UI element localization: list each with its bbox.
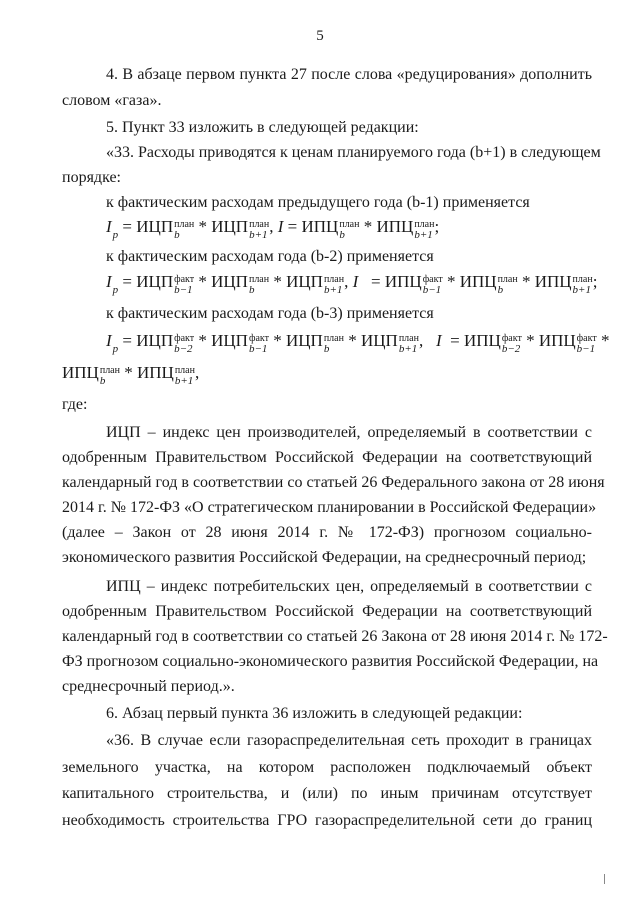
paragraph-33-line-2: порядке: — [62, 169, 121, 186]
ipc-def-line-5: среднесрочный период.». — [62, 678, 235, 695]
icp-def-line-5: (далее – Закон от 28 июня 2014 г. № 172-ФЗ) прогнозом социально- — [62, 524, 592, 541]
paragraph-33-line-1: «33. Расходы приводятся к ценам планируемого года (b+1) в следующем — [106, 144, 601, 161]
scan-mark — [604, 874, 608, 884]
icp-def-line-2: одобренным Правительством Российской Федерации на соответствующий — [62, 449, 592, 466]
ipc-def-line-4: ФЗ прогнозом социально-экономического развития Российской Федерации, на — [62, 653, 599, 670]
case-1-label: к фактическим расходам предыдущего года (b-1) применяется — [106, 194, 530, 211]
paragraph-36-line-3: капитального строительства, и (или) по иным причинам отсутствует — [62, 785, 592, 802]
formula-3-line-2: ИПЦ план b * ИПЦ план b+1 , — [62, 363, 200, 387]
where-label: где: — [62, 396, 88, 413]
case-2-label: к фактическим расходам года (b-2) применяется — [106, 248, 434, 265]
paragraph-36-line-2: земельного участка, на котором расположен подключаемый объект — [62, 759, 592, 776]
paragraph-5: 5. Пункт 33 изложить в следующей редакции: — [106, 119, 419, 136]
ipc-def-line-1: ИПЦ – индекс потребительских цен, определяемый в соответствии с — [106, 578, 592, 595]
paragraph-36-line-4: необходимость строительства ГРО газораспределительной сети до границ — [62, 812, 592, 829]
icp-def-line-3: календарный год в соответствии со статьей 26 Федерального закона от 28 июня — [62, 474, 605, 491]
paragraph-4-line-1: 4. В абзаце первом пункта 27 после слова «редуцирования» дополнить — [106, 66, 592, 83]
icp-def-line-4: 2014 г. № 172-ФЗ «О стратегическом планировании в Российской Федерации» — [62, 499, 597, 516]
paragraph-36-line-1: «36. В случае если газораспределительная сеть проходит в границах — [106, 732, 592, 749]
paragraph-4-line-2: словом «газа». — [62, 92, 162, 109]
ipc-def-line-3: календарный год в соответствии со статьей 26 Закона от 28 июня 2014 г. № 172- — [62, 628, 608, 645]
formula-3-line-1: I p = ИЦП факт b−2 * ИЦП факт b−1 * ИЦП план b * ИЦП план b+1 , I = ИПЦ факт b−2 * ИПЦ факт b−1 * — [106, 331, 610, 355]
icp-def-line-1: ИЦП – индекс цен производителей, определяемый в соответствии с — [106, 424, 592, 441]
formula-1: I p = ИЦП план b * ИЦП план b+1 , I = ИПЦ план b * ИПЦ план b+1 ; — [106, 217, 440, 241]
formula-2: I p = ИЦП факт b−1 * ИЦП план b * ИЦП план b+1 , I = ИПЦ факт b−1 * ИПЦ план b * ИПЦ план b+1 ; — [106, 272, 598, 296]
ipc-def-line-2: одобренным Правительством Российской Федерации на соответствующий — [62, 603, 592, 620]
page-number: 5 — [316, 28, 324, 44]
case-3-label: к фактическим расходам года (b-3) применяется — [106, 305, 434, 322]
icp-def-line-6: экономического развития Российской Федерации, на среднесрочный период; — [62, 549, 587, 566]
paragraph-6: 6. Абзац первый пункта 36 изложить в следующей редакции: — [106, 705, 523, 722]
